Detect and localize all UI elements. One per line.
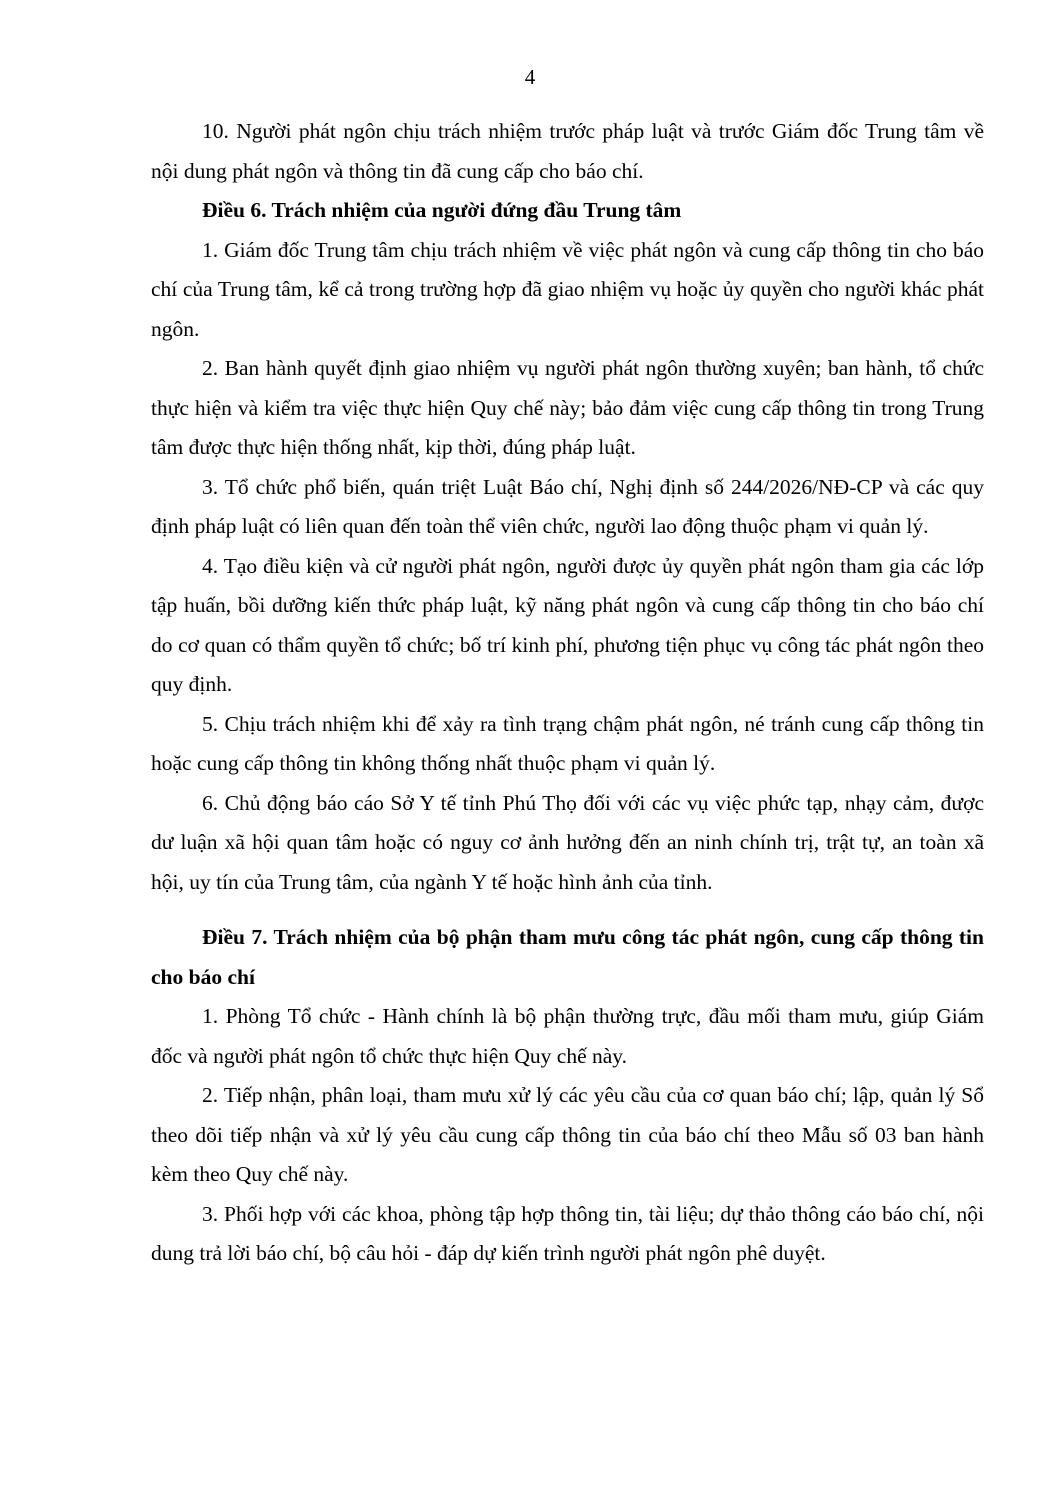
article-7-item-2: 2. Tiếp nhận, phân loại, tham mưu xử lý các yêu cầu của cơ quan báo chí; lập, quản lý Sổ theo dõi tiếp nhận và xử lý yêu cầu cung cấp thông tin của báo chí theo Mẫu số 03 ban hành kèm theo Quy chế này.: [151, 1083, 984, 1186]
article-6-item-2: 2. Ban hành quyết định giao nhiệm vụ người phát ngôn thường xuyên; ban hành, tổ chức thực hiện và kiểm tra việc thực hiện Quy chế này; bảo đảm việc cung cấp thông tin trong Trung tâm được thực hiện thống nhất, kịp thời, đúng pháp luật.: [151, 356, 984, 459]
paragraph-item-10: 10. Người phát ngôn chịu trách nhiệm trước pháp luật và trước Giám đốc Trung tâm về nội dung phát ngôn và thông tin đã cung cấp cho báo chí.: [151, 119, 984, 183]
page-number: 4: [524, 65, 536, 89]
article-6-item-4: 4. Tạo điều kiện và cử người phát ngôn, người được ủy quyền phát ngôn tham gia các lớp tập huấn, bồi dưỡng kiến thức pháp luật, kỹ năng phát ngôn và cung cấp thông tin cho báo chí do cơ quan có thẩm quyền tổ chức; bố trí kinh phí, phương tiện phục vụ công tác phát ngôn theo quy định.: [151, 553, 984, 696]
article-6-item-5: 5. Chịu trách nhiệm khi để xảy ra tình trạng chậm phát ngôn, né tránh cung cấp thông tin hoặc cung cấp thông tin không thống nhất thuộc phạm vi quản lý.: [151, 711, 984, 775]
document-body: [151, 112, 984, 1274]
article-7-item-3: 3. Phối hợp với các khoa, phòng tập hợp thông tin, tài liệu; dự thảo thông cáo báo chí, nội dung trả lời báo chí, bộ câu hỏi - đáp dự kiến trình người phát ngôn phê duyệt.: [151, 1201, 984, 1265]
article-7-item-1: 1. Phòng Tổ chức - Hành chính là bộ phận thường trực, đầu mối tham mưu, giúp Giám đốc và người phát ngôn tổ chức thực hiện Quy chế này.: [151, 1004, 984, 1068]
article-6-item-3: 3. Tổ chức phổ biến, quán triệt Luật Báo chí, Nghị định số 244/2026/NĐ-CP và các quy định pháp luật có liên quan đến toàn thể viên chức, người lao động thuộc phạm vi quản lý.: [151, 474, 984, 538]
article-6-item-6: 6. Chủ động báo cáo Sở Y tế tỉnh Phú Thọ đối với các vụ việc phức tạp, nhạy cảm, được dư luận xã hội quan tâm hoặc có nguy cơ ảnh hưởng đến an ninh chính trị, trật tự, an toàn xã hội, uy tín của Trung tâm, của ngành Y tế hoặc hình ảnh của tỉnh.: [151, 790, 984, 894]
article-7-heading: Điều 7. Trách nhiệm của bộ phận tham mưu công tác phát ngôn, cung cấp thông tin cho báo chí: [151, 925, 984, 989]
article-6-item-1: 1. Giám đốc Trung tâm chịu trách nhiệm về việc phát ngôn và cung cấp thông tin cho báo chí của Trung tâm, kể cả trong trường hợp đã giao nhiệm vụ hoặc ủy quyền cho người khác phát ngôn.: [151, 237, 984, 341]
article-6-heading: Điều 6. Trách nhiệm của người đứng đầu Trung tâm: [202, 198, 682, 222]
